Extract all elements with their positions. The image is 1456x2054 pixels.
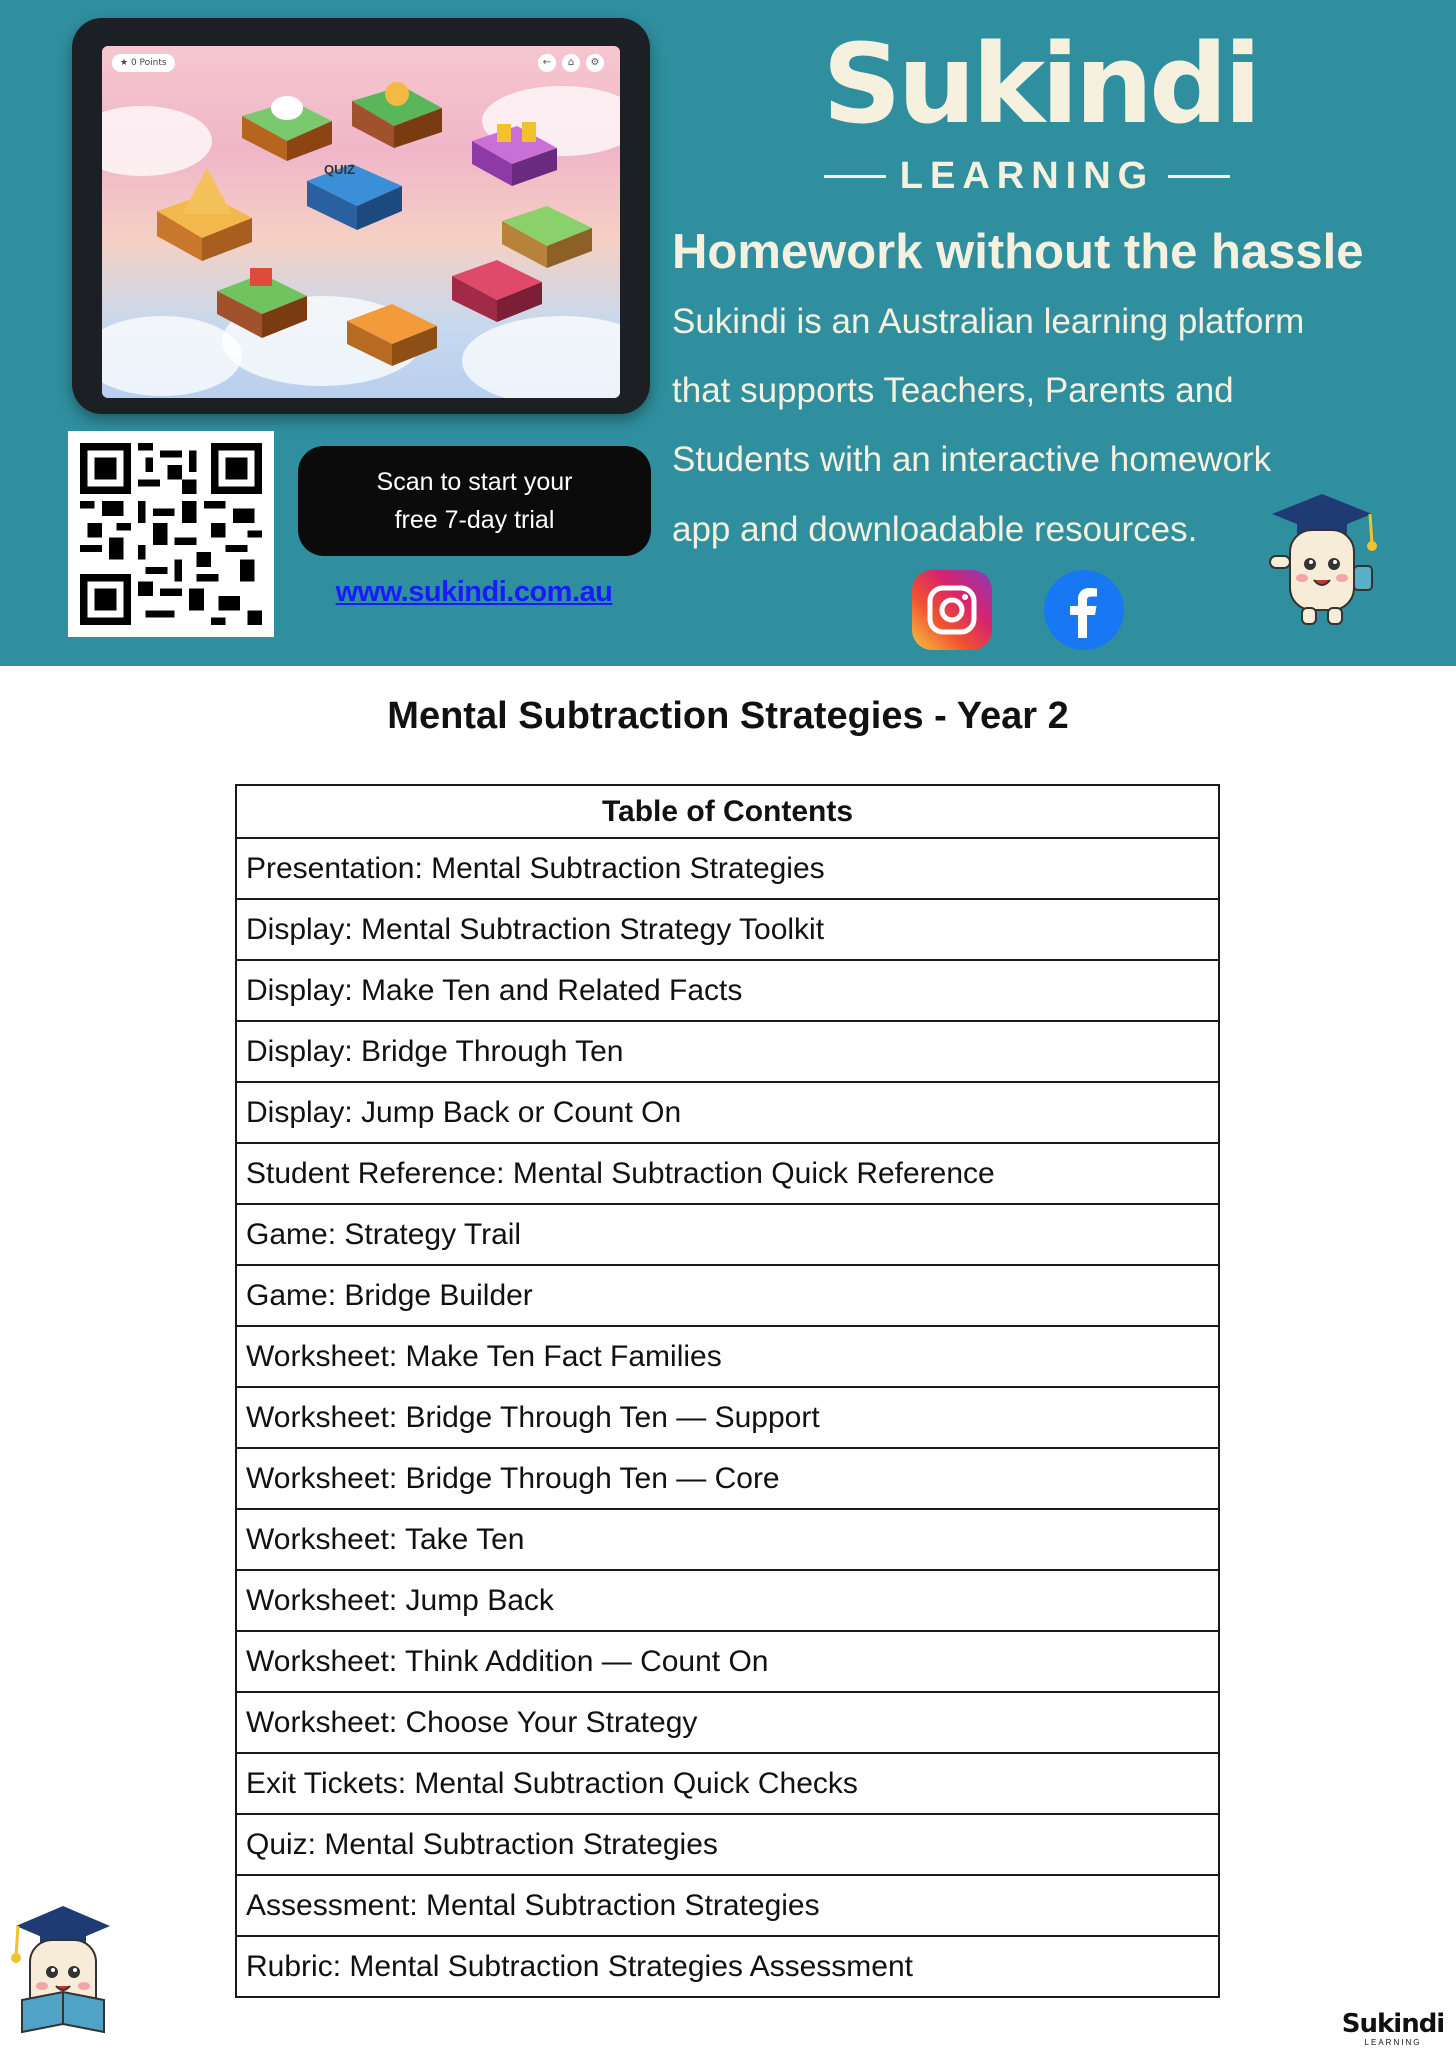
website-link[interactable]: www.sukindi.com.au (335, 576, 613, 608)
toc-item: Exit Tickets: Mental Subtraction Quick Checks (236, 1753, 1219, 1814)
scan-line-2: free 7-day trial (394, 506, 555, 534)
blurb-line: app and downloadable resources. (672, 510, 1198, 549)
promo-banner (0, 0, 1456, 666)
toc-item: Worksheet: Jump Back (236, 1570, 1219, 1631)
qr-code[interactable] (68, 431, 274, 637)
brand-logo-name: Sukindi (822, 20, 1258, 148)
island-map-illustration (102, 46, 620, 398)
toc-row (236, 1143, 1219, 1204)
toc-row (236, 1509, 1219, 1570)
toc-row (236, 1875, 1219, 1936)
toc-row (236, 899, 1219, 960)
toc-item: Worksheet: Think Addition — Count On (236, 1631, 1219, 1692)
toc-row (236, 1448, 1219, 1509)
footer-logo: Sukindi LEARNING (1341, 2009, 1445, 2047)
toc-item: Display: Bridge Through Ten (236, 1021, 1219, 1082)
document-title: Mental Subtraction Strategies - Year 2 (387, 695, 1069, 737)
instagram-icon[interactable] (912, 570, 992, 650)
tablet-mockup (72, 18, 650, 414)
qr-code-image (80, 443, 262, 625)
svg-text:QUIZ: QUIZ (324, 162, 356, 177)
toc-row (236, 1631, 1219, 1692)
toc-item: Worksheet: Bridge Through Ten — Support (236, 1387, 1219, 1448)
toc-item: Display: Mental Subtraction Strategy Toolkit (236, 899, 1219, 960)
app-screenshot (102, 46, 620, 398)
toc-header: Table of Contents (236, 785, 1219, 838)
toc-item: Worksheet: Take Ten (236, 1509, 1219, 1570)
toc-item: Worksheet: Make Ten Fact Families (236, 1326, 1219, 1387)
toc-item: Student Reference: Mental Subtraction Quick Reference (236, 1143, 1219, 1204)
toc-row (236, 1265, 1219, 1326)
toc-row (236, 1814, 1219, 1875)
mascot-reading-icon (8, 1896, 118, 2046)
toc-item: Worksheet: Bridge Through Ten — Core (236, 1448, 1219, 1509)
blurb-line: Sukindi is an Australian learning platform (672, 302, 1305, 341)
free-trial-button[interactable] (298, 446, 651, 556)
logo-rule-right (1168, 175, 1230, 178)
toc-row (236, 1021, 1219, 1082)
toc-row (236, 1753, 1219, 1814)
toc-row (236, 1570, 1219, 1631)
toc-row (236, 838, 1219, 899)
toc-row (236, 1326, 1219, 1387)
toc-row (236, 1082, 1219, 1143)
settings-icon: ⚙ (586, 54, 604, 72)
toc-item: Presentation: Mental Subtraction Strategies (236, 838, 1219, 899)
toc-row (236, 1204, 1219, 1265)
toc-item: Game: Bridge Builder (236, 1265, 1219, 1326)
toc-item: Worksheet: Choose Your Strategy (236, 1692, 1219, 1753)
blurb-line: that supports Teachers, Parents and (672, 371, 1234, 410)
logo-rule-left (824, 175, 886, 178)
toc-row (236, 1387, 1219, 1448)
toc-item: Quiz: Mental Subtraction Strategies (236, 1814, 1219, 1875)
toc-row (236, 960, 1219, 1021)
toc-item: Assessment: Mental Subtraction Strategies (236, 1875, 1219, 1936)
home-icon: ⌂ (562, 54, 580, 72)
points-badge: ★ 0 Points (112, 54, 175, 72)
back-icon: ← (538, 54, 556, 72)
banner-headline: Homework without the hassle (672, 225, 1364, 279)
toc-body (236, 838, 1219, 1997)
toc-item: Game: Strategy Trail (236, 1204, 1219, 1265)
toc-row (236, 1936, 1219, 1997)
brand-logo-subtitle: LEARNING (824, 154, 1230, 198)
blurb-line: Students with an interactive homework (672, 440, 1272, 479)
toc-row (236, 1692, 1219, 1753)
toc-item: Display: Make Ten and Related Facts (236, 960, 1219, 1021)
toc-item: Display: Jump Back or Count On (236, 1082, 1219, 1143)
table-of-contents (235, 784, 1220, 1998)
mascot-graduate-icon (1262, 486, 1382, 636)
toc-item: Rubric: Mental Subtraction Strategies Assessment (236, 1936, 1219, 1997)
facebook-icon[interactable] (1044, 570, 1124, 650)
scan-line-1: Scan to start your (376, 468, 573, 496)
